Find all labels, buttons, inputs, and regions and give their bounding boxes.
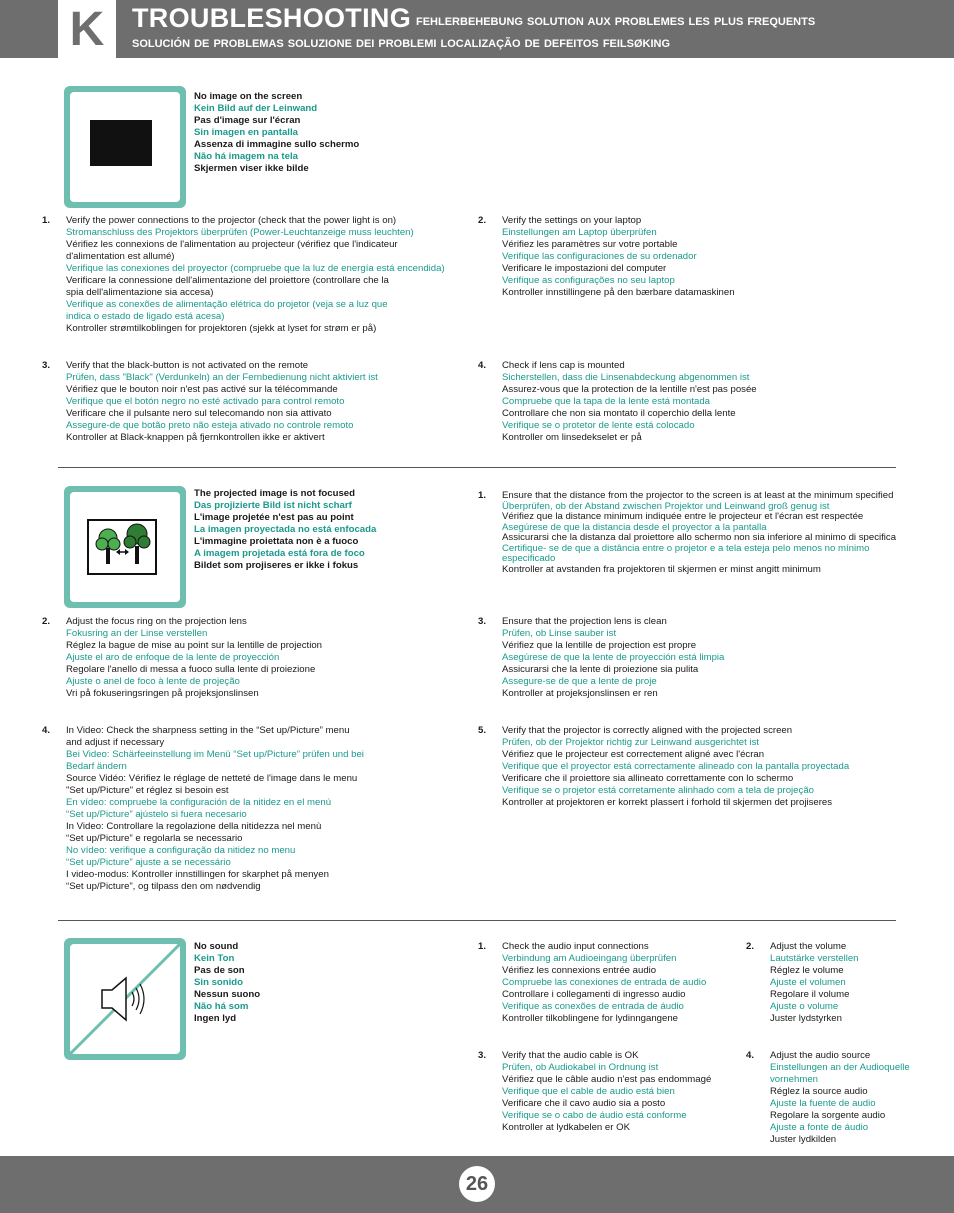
page-number: 26 bbox=[459, 1166, 495, 1202]
step-line: En vídeo: compruebe la configuración de la nitidez en el menú bbox=[66, 797, 332, 808]
no-sound-step-2 bbox=[746, 941, 859, 1025]
step-line: Juster lydstyrken bbox=[770, 1013, 842, 1024]
step-line: Verificare che il pulsante nero sul telecomando non sia attivato bbox=[66, 408, 332, 419]
title-line: No sound bbox=[194, 941, 239, 952]
step-line: Kontroller at Black-knappen på fjernkontrollen ikke er aktivert bbox=[66, 432, 325, 443]
step-line: Regolare l'anello di messa a fuoco sulla lente di proiezione bbox=[66, 664, 316, 675]
step-line: Stromanschluss des Projektors überprüfen (Power-Leuchtanzeige muss leuchten) bbox=[66, 227, 414, 238]
step-line: Ajuste la fuente de audio bbox=[770, 1098, 876, 1109]
title-line: Pas de son bbox=[194, 965, 245, 976]
step-line: Réglez la source audio bbox=[770, 1086, 868, 1097]
step-line: Verifique que el cable de audio está bien bbox=[502, 1086, 675, 1097]
step-line: Verifique se o cabo de áudio está conforme bbox=[502, 1110, 687, 1121]
no-sound-title bbox=[194, 941, 260, 1025]
step-number: 5. bbox=[478, 725, 487, 736]
step-number: 1. bbox=[478, 490, 487, 501]
no-image-icon-panel bbox=[64, 86, 186, 208]
not-focused-step-2 bbox=[42, 616, 322, 700]
title-line: No image on the screen bbox=[194, 91, 303, 102]
step-line: Lautstärke verstellen bbox=[770, 953, 859, 964]
step-line: Prüfen, ob Audiokabel in Ordnung ist bbox=[502, 1062, 659, 1073]
step-line: Fokusring an der Linse verstellen bbox=[66, 628, 208, 639]
title-line: Não há som bbox=[194, 1001, 249, 1012]
step-line: Compruebe que la tapa de la lente está montada bbox=[502, 396, 711, 407]
not-focused-step-5 bbox=[478, 725, 850, 809]
blurry-trees-icon bbox=[70, 492, 180, 602]
step-line: Prüfen, dass "Black" (Verdunkeln) an der Fernbedienung nicht aktiviert ist bbox=[66, 372, 378, 383]
step-line: Certifique- se de que a distância entre o projetor e a tela esteja pelo menos no mínimo bbox=[502, 542, 870, 554]
step-number: 4. bbox=[42, 725, 51, 736]
page-subtitle-2: SOLUCIÓN DE PROBLEMAS SOLUZIONE DEI PROBLEMI LOCALIZAÇÃO DE DEFEITOS FEILSØKING bbox=[132, 38, 671, 50]
section-divider bbox=[58, 467, 896, 468]
no-sound-step-4 bbox=[746, 1050, 910, 1146]
step-line: Überprüfen, ob der Abstand zwischen Projektor und Leinwand groß genug ist bbox=[502, 500, 830, 512]
step-line: “Set up/Picture” ajústelo si fuera necesario bbox=[66, 809, 247, 820]
section-letter: K bbox=[69, 3, 105, 56]
step-line: Kontroller at projeksjonslinsen er ren bbox=[502, 688, 658, 699]
step-line: Adjust the focus ring on the projection lens bbox=[66, 616, 247, 627]
step-line: Ajuste el volumen bbox=[770, 977, 846, 988]
no-image-step-1 bbox=[42, 215, 445, 335]
section-divider bbox=[58, 920, 896, 921]
step-line: Verifique las conexiones del proyector (compruebe que la luz de energía está encendida) bbox=[66, 263, 445, 274]
step-line: Adjust the volume bbox=[770, 941, 847, 952]
step-line: and adjust if necessary bbox=[66, 737, 165, 748]
no-sound-step-1 bbox=[478, 941, 707, 1025]
step-line: Verify that the black-button is not activated on the remote bbox=[66, 360, 309, 371]
step-line: Prüfen, ob der Projektor richtig zur Leinwand ausgerichtet ist bbox=[502, 737, 760, 748]
step-line: Bei Video: Schärfeeinstellung im Menü “Set up/Picture” prüfen und bei bbox=[66, 749, 364, 760]
step-number: 3. bbox=[478, 616, 487, 627]
step-line: Assicurarsi che la distanza dal proiettore allo schermo non sia inferiore al minimo di specifica bbox=[502, 532, 897, 543]
step-line: Verify that the audio cable is OK bbox=[502, 1050, 639, 1061]
step-line: Vérifiez que la distance minimum indiquée entre le projecteur et l'écran est respectée bbox=[502, 511, 864, 522]
title-line: Ingen lyd bbox=[194, 1013, 237, 1024]
step-number: 1. bbox=[42, 215, 51, 226]
step-line: Verifique as conexões de alimentação elétrica do projetor (veja se a luz que bbox=[66, 299, 388, 310]
page-subtitle-1: FEHLERBEHEBUNG SOLUTION AUX PROBLEMES LES PLUS FREQUENTS bbox=[416, 16, 816, 28]
not-focused-icon-panel bbox=[64, 486, 186, 608]
step-line: Vérifiez que le câble audio n'est pas endommagé bbox=[502, 1074, 712, 1085]
step-line: Réglez la bague de mise au point sur la lentille de projection bbox=[66, 640, 322, 651]
step-number: 2. bbox=[42, 616, 51, 627]
title-line: A imagem projetada está fora de foco bbox=[194, 548, 365, 559]
title-line: Bildet som projiseres er ikke i fokus bbox=[194, 560, 359, 571]
title-line: Das projizierte Bild ist nicht scharf bbox=[194, 500, 352, 511]
no-image-step-2 bbox=[478, 215, 735, 299]
step-line: Kontroller innstillingene på den bærbare datamaskinen bbox=[502, 287, 735, 298]
not-focused-step-4 bbox=[42, 725, 364, 893]
step-number: 2. bbox=[746, 941, 755, 952]
step-line: Ajuste a fonte de áudio bbox=[770, 1122, 869, 1133]
step-line: Verifique que el proyector está correctamente alineado con la pantalla proyectada bbox=[502, 761, 850, 772]
step-number: 4. bbox=[478, 360, 487, 371]
step-line: Ajuste el aro de enfoque de la lente de proyección bbox=[66, 652, 280, 663]
step-line: Check if lens cap is mounted bbox=[502, 360, 625, 371]
step-line: indica o estado de ligado está acesa) bbox=[66, 311, 225, 322]
step-line: Source Vidéo: Vérifiez le réglage de netteté de l'image dans le menu bbox=[66, 773, 358, 784]
no-sound-step-3 bbox=[478, 1050, 712, 1134]
title-line: Pas d'image sur l'écran bbox=[194, 115, 301, 126]
step-number: 2. bbox=[478, 215, 487, 226]
step-line: Ensure that the distance from the projector to the screen is at least at the minimum specified bbox=[502, 490, 894, 501]
step-line: Kontroller tilkoblingene for lydinngangene bbox=[502, 1013, 679, 1024]
title-line: The projected image is not focused bbox=[194, 488, 355, 499]
title-line: Skjermen viser ikke bilde bbox=[194, 163, 309, 174]
step-line: Adjust the audio source bbox=[770, 1050, 871, 1061]
step-line: Verify the settings on your laptop bbox=[502, 215, 642, 226]
step-line: Kontroller at projektoren er korrekt plassert i forhold til skjermen det projiseres bbox=[502, 797, 833, 808]
footer-bar bbox=[0, 1156, 954, 1213]
step-line: Assurez-vous que la protection de la lentille n'est pas posée bbox=[502, 384, 757, 395]
step-line: Vérifiez que le projecteur est correctement aligné avec l'écran bbox=[502, 749, 765, 760]
title-line: Não há imagem na tela bbox=[194, 151, 298, 162]
step-line: Assegure-se de que a lente de proje bbox=[502, 676, 657, 687]
step-line: Bedarf ändern bbox=[66, 761, 127, 772]
step-line: Kontroller strømtilkoblingen for projektoren (sjekk at lyset for strøm er på) bbox=[66, 323, 377, 334]
step-line: Verifique as conexões de entrada de áudio bbox=[502, 1001, 684, 1012]
step-line: “Set up/Picture”, og tilpass den om nødvendig bbox=[66, 881, 261, 892]
step-line: Assegure-de que botão preto não esteja ativado no controle remoto bbox=[66, 420, 354, 431]
step-line: Vérifiez les connexions entrée audio bbox=[502, 965, 657, 976]
step-line: Verificare che il proiettore sia allineato correttamente con lo schermo bbox=[502, 773, 794, 784]
step-line: Asegúrese de que la distancia desde el proyector a la pantalla bbox=[502, 521, 767, 533]
no-image-step-3 bbox=[42, 360, 378, 444]
not-focused-title bbox=[194, 488, 376, 572]
step-line: Einstellungen am Laptop überprüfen bbox=[502, 227, 657, 238]
no-image-step-4 bbox=[478, 360, 757, 444]
step-line: Regolare la sorgente audio bbox=[770, 1110, 886, 1121]
step-line: d'alimentation est allumé) bbox=[66, 251, 175, 262]
step-number: 1. bbox=[478, 941, 487, 952]
step-line: Verifique as configurações no seu laptop bbox=[502, 275, 675, 286]
blank-screen-icon bbox=[70, 92, 180, 202]
no-image-title bbox=[194, 91, 359, 175]
step-line: Verifique que el botón negro no esté activado para control remoto bbox=[66, 396, 345, 407]
no-sound-icon-panel bbox=[64, 938, 186, 1060]
step-line: Réglez le volume bbox=[770, 965, 844, 976]
step-line: Prüfen, ob Linse sauber ist bbox=[502, 628, 617, 639]
step-line: Ensure that the projection lens is clean bbox=[502, 616, 667, 627]
step-line: I video-modus: Kontroller innstillingen for skarphet på menyen bbox=[66, 869, 329, 880]
step-line: Vérifiez les connexions de l'alimentation au projecteur (vérifiez que l'indicateur bbox=[66, 239, 398, 250]
step-line: Verifique las configuraciones de su ordenador bbox=[502, 251, 697, 262]
step-line: Verificare che il cavo audio sia a posto bbox=[502, 1098, 666, 1109]
step-line: Kontroller at lydkabelen er OK bbox=[502, 1122, 630, 1133]
step-line: Kontroller at avstanden fra projektoren til skjermen er minst angitt minimum bbox=[502, 563, 821, 575]
step-line: Verify that the projector is correctly aligned with the projected screen bbox=[502, 725, 793, 736]
step-line: In Video: Check the sharpness setting in the “Set up/Picture” menu bbox=[66, 725, 350, 736]
step-line: Verificare le impostazioni del computer bbox=[502, 263, 667, 274]
step-line: “Set up/Picture” e regolarla se necessario bbox=[66, 833, 243, 844]
not-focused-step-1 bbox=[478, 490, 897, 575]
step-line: In Video: Controllare la regolazione della nitidezza nel menù bbox=[66, 821, 322, 832]
step-line: Verificare la connessione dell'alimentazione del proiettore (controllare che la bbox=[66, 275, 389, 286]
step-line: Controllare che non sia montato il coperchio della lente bbox=[502, 408, 736, 419]
title-line: Kein Bild auf der Leinwand bbox=[194, 103, 318, 114]
title-line: L'immagine proiettata non è a fuoco bbox=[194, 536, 359, 547]
page-title: TROUBLESHOOTING bbox=[132, 3, 411, 33]
step-line: Sicherstellen, dass die Linsenabdeckung abgenommen ist bbox=[502, 372, 750, 383]
step-line: Controllare i collegamenti di ingresso audio bbox=[502, 989, 686, 1000]
step-line: Verifique se o protetor de lente está colocado bbox=[502, 420, 695, 431]
section-letter-box bbox=[58, 0, 116, 58]
step-line: especificado bbox=[502, 553, 556, 564]
speaker-muted-icon bbox=[70, 944, 180, 1054]
step-line: Assicurarsi che la lente di proiezione sia pulita bbox=[502, 664, 699, 675]
step-line: "Set up/Picture" et réglez si besoin est bbox=[66, 785, 229, 796]
title-line: Kein Ton bbox=[194, 953, 235, 964]
step-line: Asegúrese de que la lente de proyección está limpia bbox=[502, 652, 725, 663]
header-bar bbox=[0, 0, 954, 58]
not-focused-step-3 bbox=[478, 616, 725, 700]
step-line: Ajuste o volume bbox=[770, 1001, 839, 1012]
step-number: 3. bbox=[42, 360, 51, 371]
step-line: Einstellungen an der Audioquelle bbox=[770, 1062, 910, 1073]
step-line: Vérifiez que le bouton noir n'est pas activé sur la télécommande bbox=[66, 384, 338, 395]
title-line: Sin sonido bbox=[194, 977, 244, 988]
step-line: Juster lydkilden bbox=[770, 1134, 837, 1145]
step-line: Ajuste o anel de foco à lente de projeção bbox=[66, 676, 240, 687]
title-line: La imagen proyectada no está enfocada bbox=[194, 524, 377, 535]
step-line: Regolare il volume bbox=[770, 989, 850, 1000]
step-line: Vérifiez que la lentille de projection est propre bbox=[502, 640, 697, 651]
title-line: Assenza di immagine sullo schermo bbox=[194, 139, 360, 150]
title-line: Sin imagen en pantalla bbox=[194, 127, 298, 138]
step-line: Vérifiez les paramètres sur votre portable bbox=[502, 239, 678, 250]
step-line: vornehmen bbox=[770, 1074, 818, 1085]
step-line: Verify the power connections to the projector (check that the power light is on) bbox=[66, 215, 397, 226]
step-line: Verbindung am Audioeingang überprüfen bbox=[502, 953, 677, 964]
step-line: “Set up/Picture” ajuste a se necessário bbox=[66, 857, 231, 868]
title-line: Nessun suono bbox=[194, 989, 261, 1000]
step-line: Compruebe las conexiones de entrada de audio bbox=[502, 977, 707, 988]
step-number: 3. bbox=[478, 1050, 487, 1061]
title-line: L'image projetée n'est pas au point bbox=[194, 512, 354, 523]
step-line: Verifique se o projetor está corretamente alinhado com a tela de projeção bbox=[502, 785, 814, 796]
step-line: Check the audio input connections bbox=[502, 941, 649, 952]
step-line: Vri på fokuseringsringen på projeksjonslinsen bbox=[66, 688, 259, 699]
step-line: No vídeo: verifique a configuração da nitidez no menu bbox=[66, 845, 296, 856]
step-number: 4. bbox=[746, 1050, 755, 1061]
step-line: Kontroller om linsedekselet er på bbox=[502, 432, 642, 443]
step-line: spia dell'alimentazione sia accesa) bbox=[66, 287, 214, 298]
